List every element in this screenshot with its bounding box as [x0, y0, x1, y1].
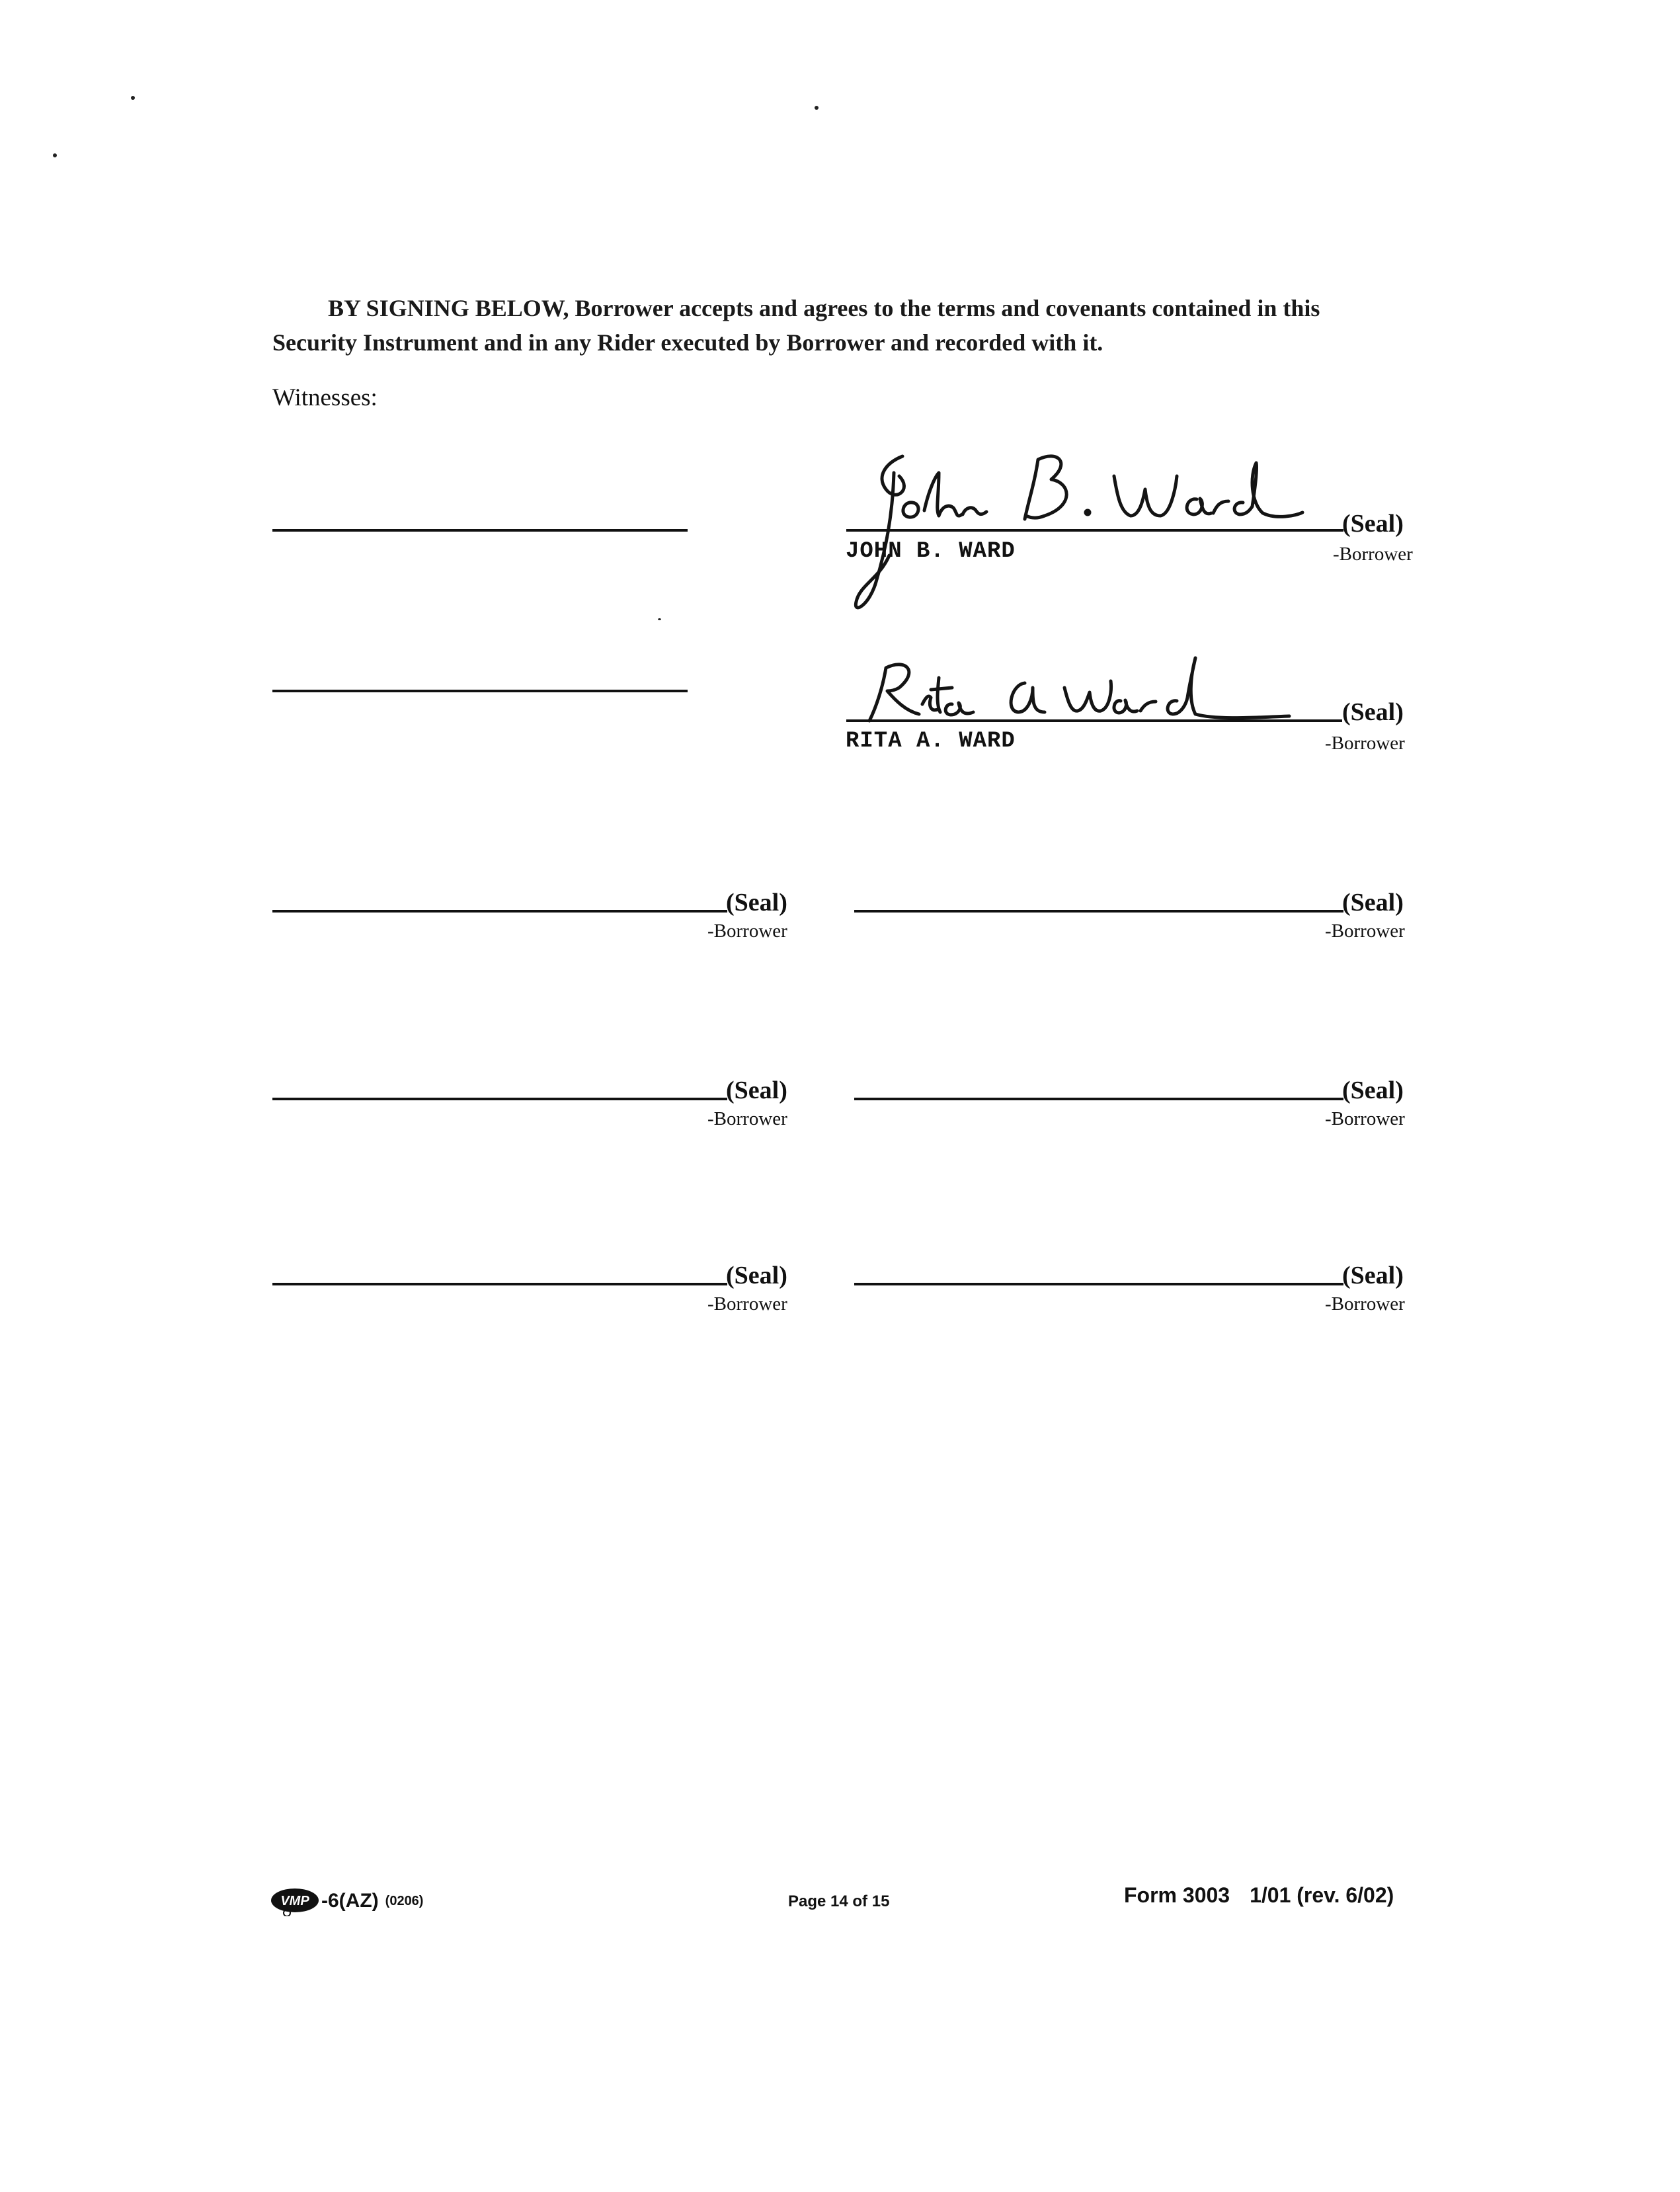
borrower-1-role-label: -Borrower	[1333, 544, 1413, 565]
signing-statement-text: BY SIGNING BELOW, Borrower accepts and agrees to the terms and covenants contained in this Security Instrument and in any Rider executed by Borrower and recorded with it.	[272, 295, 1320, 356]
page-number: Page 14 of 15	[788, 1892, 890, 1910]
borrower-5-seal-label: (Seal)	[726, 1076, 787, 1104]
form-number-label: Form 3003	[1124, 1883, 1230, 1907]
borrower-6-seal-label: (Seal)	[1342, 1076, 1404, 1104]
borrower-5-role-label: -Borrower	[707, 1108, 787, 1129]
borrower-7-seal-label: (Seal)	[726, 1262, 787, 1289]
borrower-4-signature-line[interactable]	[854, 910, 1343, 913]
borrower-8-role-label: -Borrower	[1325, 1293, 1405, 1315]
borrower-2-role-label: -Borrower	[1325, 733, 1405, 754]
borrower-8-signature-line[interactable]	[854, 1283, 1343, 1285]
footer-form-code	[270, 1886, 423, 1916]
borrower-3-seal-label: (Seal)	[726, 889, 787, 916]
scan-speck	[815, 106, 819, 110]
borrower-1-signature-line[interactable]	[846, 529, 1343, 532]
form-number	[1124, 1883, 1394, 1908]
borrower-8-seal-label: (Seal)	[1342, 1262, 1404, 1289]
borrower-6-signature-line[interactable]	[854, 1098, 1343, 1100]
borrower-3-signature-line[interactable]	[272, 910, 727, 913]
scan-speck	[658, 618, 661, 620]
borrower-1-seal-label: (Seal)	[1342, 510, 1404, 538]
borrower-5-signature-line[interactable]	[272, 1098, 727, 1100]
witnesses-label: Witnesses:	[272, 384, 378, 411]
borrower-2-seal-label: (Seal)	[1342, 698, 1404, 726]
vmp-logo-text: VMP	[280, 1894, 309, 1908]
signing-statement	[272, 291, 1410, 360]
borrower-2-signature-line[interactable]	[846, 719, 1342, 722]
witness-signature-line[interactable]	[272, 529, 688, 532]
john-b-ward-signature	[840, 450, 1355, 622]
vmp-logo-icon	[270, 1886, 321, 1916]
borrower-6-role-label: -Borrower	[1325, 1108, 1405, 1129]
borrower-4-role-label: -Borrower	[1325, 920, 1405, 942]
borrower-3-role-label: -Borrower	[707, 920, 787, 942]
borrower-4-seal-label: (Seal)	[1342, 889, 1404, 916]
scan-speck	[131, 96, 135, 100]
rita-a-ward-signature	[860, 651, 1322, 731]
form-revision: 1/01 (rev. 6/02)	[1250, 1883, 1394, 1907]
borrower-7-signature-line[interactable]	[272, 1283, 727, 1285]
borrower-1-typed-name: JOHN B. WARD	[846, 539, 1016, 564]
borrower-2-typed-name: RITA A. WARD	[846, 729, 1016, 754]
borrower-7-role-label: -Borrower	[707, 1293, 787, 1315]
form-code-date: (0206)	[385, 1893, 424, 1908]
scan-speck	[53, 153, 57, 157]
form-code: -6(AZ)	[321, 1890, 379, 1912]
witness-signature-line[interactable]	[272, 690, 688, 692]
